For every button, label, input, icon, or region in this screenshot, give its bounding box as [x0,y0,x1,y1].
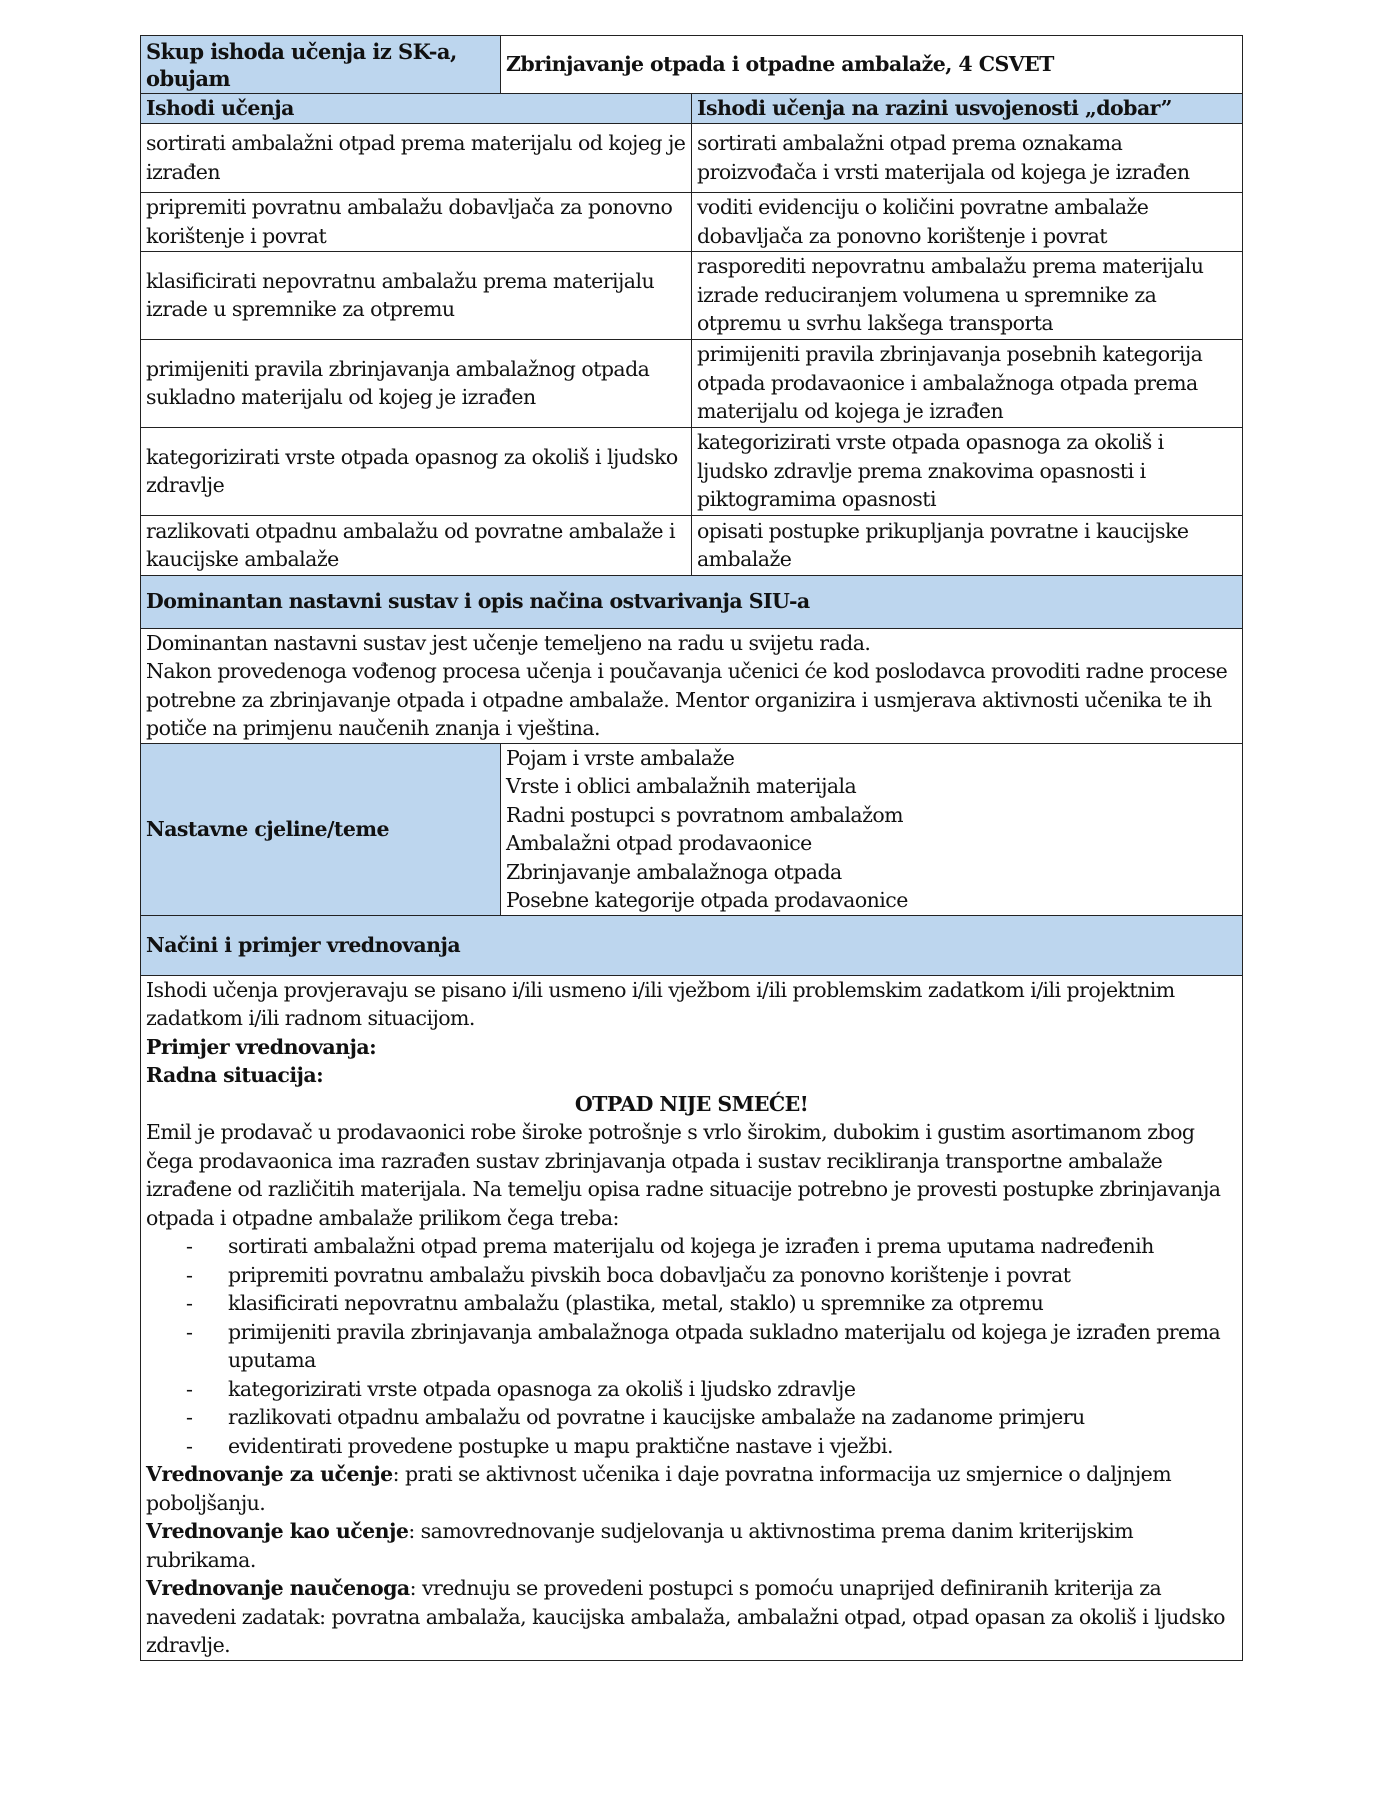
learning-outcomes-set-value: Zbrinjavanje otpada i otpadne ambalaže, 4 CSVET [501,36,1243,94]
task-list [146,1232,1237,1460]
topic-item: Posebne kategorije otpada prodavaonice [506,888,908,912]
evaluation-for-learning [146,1460,1237,1517]
learning-outcomes-set-label: Skup ishoda učenja iz SK-a, obujam [141,36,501,94]
task-item: - razlikovati otpadnu ambalažu od povratne i kaucijske ambalaže na zadanome primjeru [146,1403,1237,1432]
title-row [141,36,1243,94]
task-item: - kategorizirati vrste otpada opasnoga za okoliš i ljudsko zdravlje [146,1375,1237,1404]
evaluation-as-learning [146,1517,1237,1574]
evaluation-body [141,975,1243,1660]
evaluation-for-learning-label: Vrednovanje za učenje [146,1462,393,1486]
outcome-row [141,339,1243,427]
topic-item: Zbrinjavanje ambalažnoga otpada [506,859,842,884]
evaluation-intro: Ishodi učenja provjeravaju se pisano i/ili usmeno i/ili vježbom i/ili problemskim zadatkom i/ili projektnim zadatkom i/ili radnom situacijom. [146,977,1175,1030]
evaluation-title: Načini i primjer vrednovanja [141,915,1243,975]
example-label: Primjer vrednovanja: [146,1034,377,1059]
outcome-row [141,123,1243,192]
situation-label: Radna situacija: [146,1063,324,1087]
outcome-cell: primijeniti pravila zbrinjavanja ambalažnog otpada sukladno materijalu od kojeg je izrađen [141,339,692,427]
topic-item: Radni postupci s povratnom ambalažom [506,802,904,827]
outcome-good-cell: opisati postupke prikupljanja povratne i kaucijske ambalaže [692,515,1243,575]
outcome-row [141,192,1243,251]
outcome-good-cell: sortirati ambalažni otpad prema oznakama proizvođača i vrsti materijala od kojega je izrađen [692,123,1243,192]
outcome-good-cell: primijeniti pravila zbrinjavanja posebnih kategorija otpada prodavaonice i ambalažnoga otpada prema materijalu od kojega je izrađen [692,339,1243,427]
evaluation-as-learning-label: Vrednovanje kao učenje [146,1519,409,1543]
evaluation-of-learning [146,1574,1237,1660]
outcomes-header-row [141,94,1243,124]
teaching-system-line-2: Nakon provedenoga vođenog procesa učenja i poučavanja učenici će kod poslodavca provoditi radne procese potrebne za zbrinjavanje otpada i otpadne ambalaže. Mentor organizira i usmjerava aktivnosti učenika te ih potiče na primjenu naučenih znanja i vještina. [146,659,1228,740]
task-item: - klasificirati nepovratnu ambalažu (plastika, metal, staklo) u spremnike za otpremu [146,1289,1237,1318]
outcome-cell: klasificirati nepovratnu ambalažu prema materijalu izrade u spremnike za otpremu [141,251,692,339]
evaluation-of-learning-text: : vrednuju se provedeni postupci s pomoću unaprijed definiranih kriterija za navedeni zadatak: povratna ambalaža, kaucijska ambalaža, ambalažni otpad, otpad opasan za okoliš i ljudsko zdravlje. [146,1576,1225,1657]
topics-row [141,743,1243,915]
situation-title: OTPAD NIJE SMEĆE! [574,1091,809,1116]
outcome-row [141,427,1243,515]
teaching-system-line-1: Dominantan nastavni sustav jest učenje temeljeno na radu u svijetu rada. [146,630,871,655]
task-item: - sortirati ambalažni otpad prema materijalu od kojega je izrađen i prema uputama nadređenih [146,1232,1237,1261]
evaluation-header-row [141,915,1243,975]
situation-text: Emil je prodavač u prodavaonici robe široke potrošnje s vrlo širokim, dubokim i gustim asortimanom zbog čega prodavaonica ima razrađen sustav zbrinjavanja otpada i sustav recikliranja transportne ambalaže izrađene od različitih materijala. Na temelju opisa radne situacije potrebno je provesti postupke zbrinjavanja otpada i otpadne ambalaže prilikom čega treba: [146,1120,1221,1230]
task-item: - primijeniti pravila zbrinjavanja ambalažnoga otpada sukladno materijalu od kojega je izrađen prema uputama [146,1318,1237,1375]
outcome-cell: razlikovati otpadnu ambalažu od povratne ambalaže i kaucijske ambalaže [141,515,692,575]
outcome-good-cell: rasporediti nepovratnu ambalažu prema materijalu izrade reduciranjem volumena u spremnike za otpremu u svrhu lakšega transporta [692,251,1243,339]
topics-label: Nastavne cjeline/teme [141,743,501,915]
outcome-cell: kategorizirati vrste otpada opasnog za okoliš i ljudsko zdravlje [141,427,692,515]
teaching-system-row [141,628,1243,743]
teaching-system-description [141,628,1243,743]
outcomes-good-column-header: Ishodi učenja na razini usvojenosti „dobar” [692,94,1243,124]
task-item: - evidentirati provedene postupke u mapu praktične nastave i vježbi. [146,1432,1237,1461]
outcome-good-cell: voditi evidenciju o količini povratne ambalaže dobavljača za ponovno korištenje i povrat [692,192,1243,251]
topic-item: Ambalažni otpad prodavaonice [506,831,812,855]
outcome-cell: pripremiti povratnu ambalažu dobavljača za ponovno korištenje i povrat [141,192,692,251]
evaluation-as-learning-text: : samovrednovanje sudjelovanja u aktivnostima prema danim kriterijskim rubrikama. [146,1519,1134,1572]
outcome-row [141,251,1243,339]
topic-item: Vrste i oblici ambalažnih materijala [506,774,857,798]
teaching-system-header-row [141,575,1243,628]
outcome-good-cell: kategorizirati vrste otpada opasnoga za okoliš i ljudsko zdravlje prema znakovima opasnosti i piktogramima opasnosti [692,427,1243,515]
evaluation-for-learning-text: : prati se aktivnost učenika i daje povratna informacija uz smjernice o daljnjem poboljšanju. [146,1462,1172,1515]
topic-item: Pojam i vrste ambalaže [506,745,735,770]
evaluation-row [141,975,1243,1660]
outcome-cell: sortirati ambalažni otpad prema materijalu od kojeg je izrađen [141,123,692,192]
evaluation-of-learning-label: Vrednovanje naučenoga [146,1576,410,1600]
task-item: - pripremiti povratnu ambalažu pivskih boca dobavljaču za ponovno korištenje i povrat [146,1261,1237,1290]
topics-list [501,743,1243,915]
outcomes-column-header: Ishodi učenja [141,94,692,124]
curriculum-table [140,35,1243,1661]
outcome-row [141,515,1243,575]
teaching-system-title: Dominantan nastavni sustav i opis načina ostvarivanja SIU-a [141,575,1243,628]
